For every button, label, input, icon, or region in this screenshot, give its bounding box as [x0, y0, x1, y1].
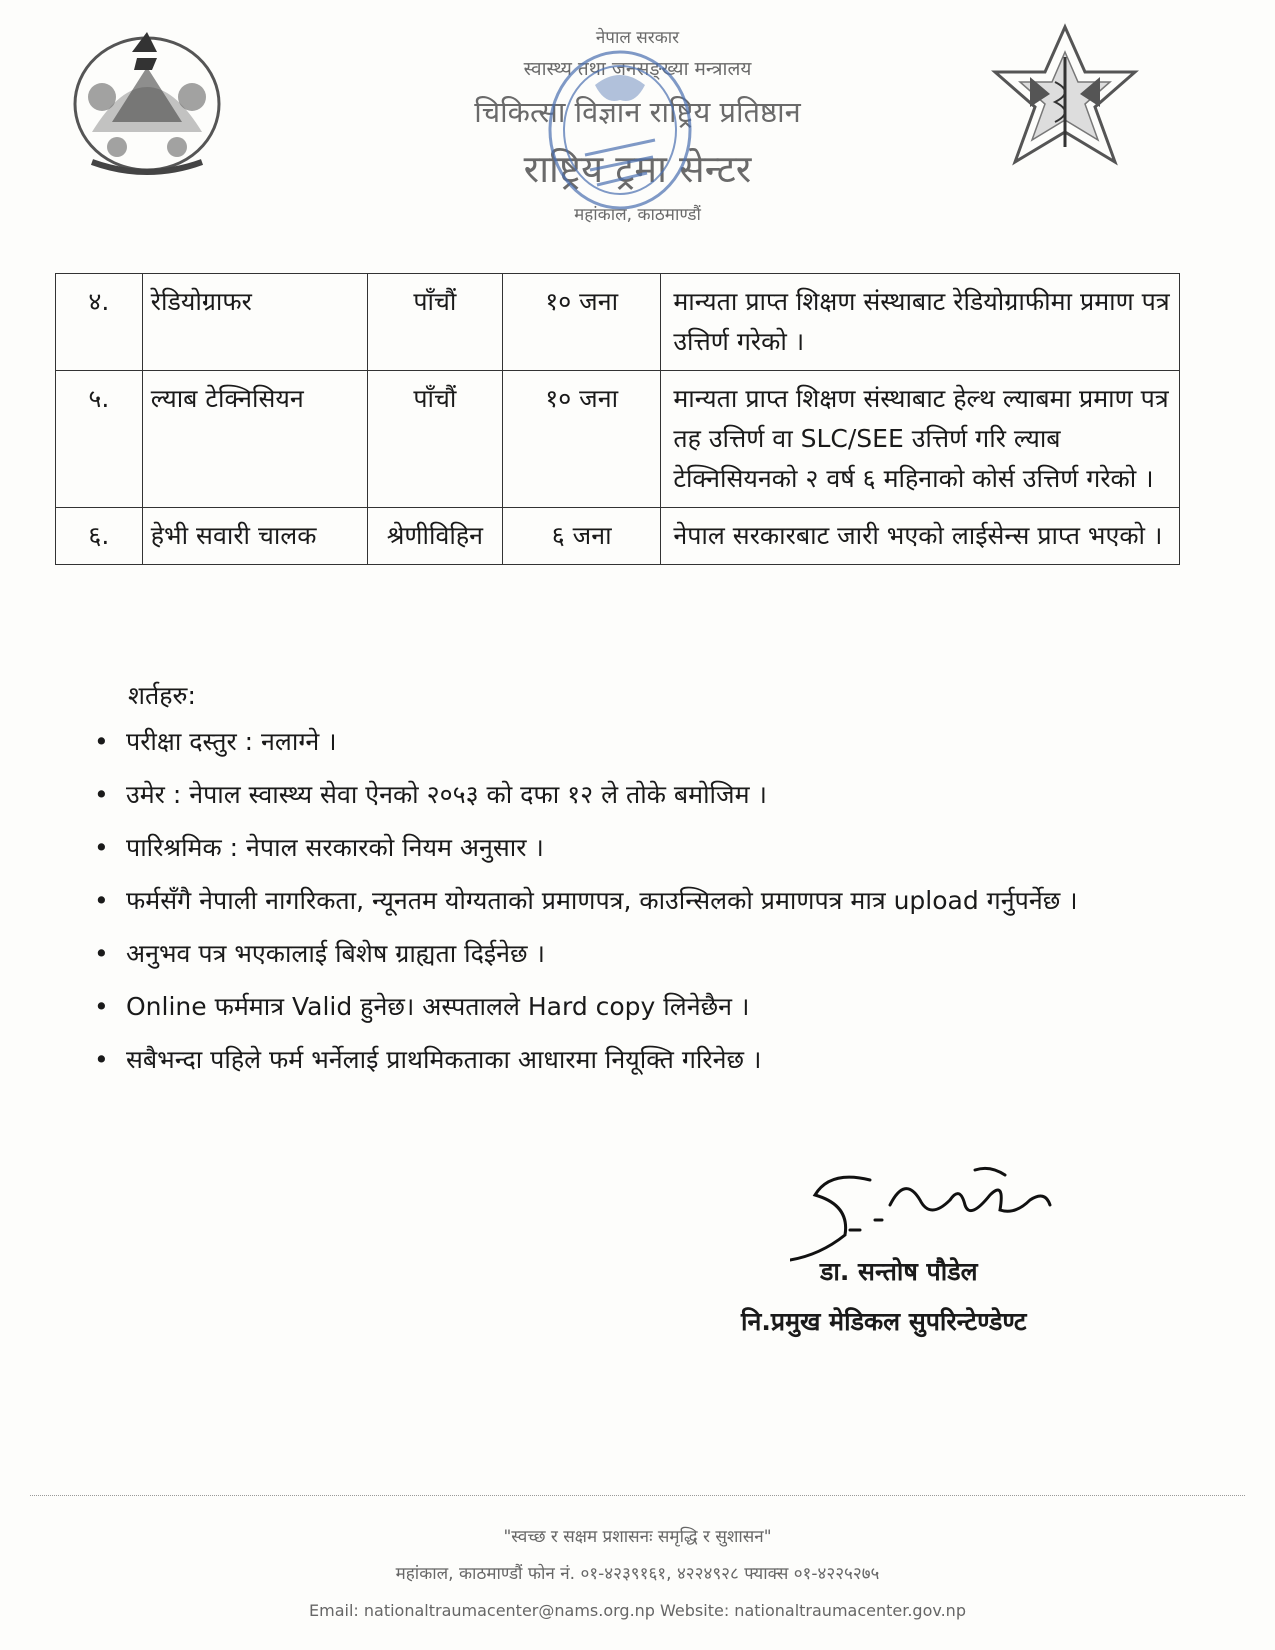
list-item: [88, 881, 1198, 921]
qualification-cell: मान्यता प्राप्त शिक्षण संस्थाबाट रेडियोग्राफीमा प्रमाण पत्र उत्तिर्ण गरेको ।: [661, 274, 1180, 371]
list-item: [88, 1040, 1198, 1080]
vacancy-table: [55, 273, 1180, 565]
condition-text: फर्मसँगै नेपाली नागरिकता, न्यूनतम योग्यताको प्रमाणपत्र, काउन्सिलको प्रमाणपत्र मात्र upload गर्नुपर्नेछ ।: [126, 886, 1078, 915]
list-item: [88, 934, 1198, 974]
condition-text: Online फर्ममात्र Valid हुनेछ। अस्पतालले Hard copy लिनेछैन ।: [126, 992, 750, 1021]
level-cell: पाँचौं: [367, 371, 502, 508]
serial-number-cell: ५.: [56, 371, 143, 508]
bullet-icon: •: [94, 833, 109, 862]
center-address: महांकाल, काठमाण्डौं: [574, 205, 701, 225]
conditions-heading: शर्तहरु:: [128, 681, 196, 710]
qualification-cell: नेपाल सरकारबाट जारी भएको लाईसेन्स प्राप्त भएको ।: [661, 508, 1180, 565]
table-row: [56, 274, 1180, 371]
serial-number-cell: ६.: [56, 508, 143, 565]
condition-text: सबैभन्दा पहिले फर्म भर्नेलाई प्राथमिकताका आधारमा नियूक्ति गरिनेछ ।: [126, 1045, 762, 1074]
count-cell: १० जना: [502, 371, 660, 508]
footer-email-website: Email: nationaltraumacenter@nams.org.np Website: nationaltraumacenter.gov.np: [309, 1601, 966, 1620]
qualification-cell: मान्यता प्राप्त शिक्षण संस्थाबाट हेल्थ ल्याबमा प्रमाण पत्र तह उत्तिर्ण वा SLC/SEE उत्तिर्ण गरि ल्याब टेक्निसियनको २ वर्ष ६ महिनाको कोर्स उत्तिर्ण गरेको ।: [661, 371, 1180, 508]
signer-name: डा. सन्तोष पौडेल: [820, 1257, 978, 1286]
government-name: नेपाल सरकार: [595, 28, 680, 48]
condition-text: उमेर : नेपाल स्वास्थ्य सेवा ऐनको २०५३ को दफा १२ ले तोके बमोजिम ।: [126, 780, 767, 809]
signer-title: नि.प्रमुख मेडिकल सुपरिन्टेण्डेण्ट: [741, 1307, 1027, 1336]
bullet-icon: •: [94, 939, 109, 968]
post-cell: ल्याब टेक्निसियन: [142, 371, 367, 508]
conditions-list: [88, 722, 1198, 1093]
count-cell: १० जना: [502, 274, 660, 371]
list-item: [88, 987, 1198, 1027]
footer-motto: "स्वच्छ र सक्षम प्रशासनः समृद्धि र सुशासन": [503, 1527, 772, 1547]
condition-text: परीक्षा दस्तुर : नलाग्ने ।: [126, 727, 337, 756]
level-cell: पाँचौं: [367, 274, 502, 371]
post-cell: रेडियोग्राफर: [142, 274, 367, 371]
footer-contact: महांकाल, काठमाण्डौं फोन नं. ०१-४२३९१६१, ४२२४९२८ फ्याक्स ०१-४२२५२७५: [395, 1564, 880, 1584]
footer-divider: [30, 1495, 1245, 1496]
list-item: [88, 775, 1198, 815]
center-name: राष्ट्रिय ट्रमा सेन्टर: [523, 147, 752, 191]
ministry-name: स्वास्थ्य तथा जनसङ्ख्या मन्त्रालय: [523, 58, 752, 80]
condition-text: पारिश्रमिक : नेपाल सरकारको नियम अनुसार ।: [126, 833, 544, 862]
table-row: [56, 371, 1180, 508]
institute-name: चिकित्सा विज्ञान राष्ट्रिय प्रतिष्ठान: [474, 95, 801, 129]
count-cell: ६ जना: [502, 508, 660, 565]
bullet-icon: •: [94, 886, 109, 915]
post-cell: हेभी सवारी चालक: [142, 508, 367, 565]
table-row: [56, 508, 1180, 565]
bullet-icon: •: [94, 727, 109, 756]
serial-number-cell: ४.: [56, 274, 143, 371]
level-cell: श्रेणीविहिन: [367, 508, 502, 565]
bullet-icon: •: [94, 780, 109, 809]
office-seal-stamp-icon: [535, 45, 705, 215]
list-item: [88, 828, 1198, 868]
bullet-icon: •: [94, 1045, 109, 1074]
medical-star-emblem-icon: [990, 22, 1140, 192]
bullet-icon: •: [94, 992, 109, 1021]
condition-text: अनुभव पत्र भएकालाई बिशेष ग्राह्यता दिईनेछ ।: [126, 939, 545, 968]
list-item: [88, 722, 1198, 762]
